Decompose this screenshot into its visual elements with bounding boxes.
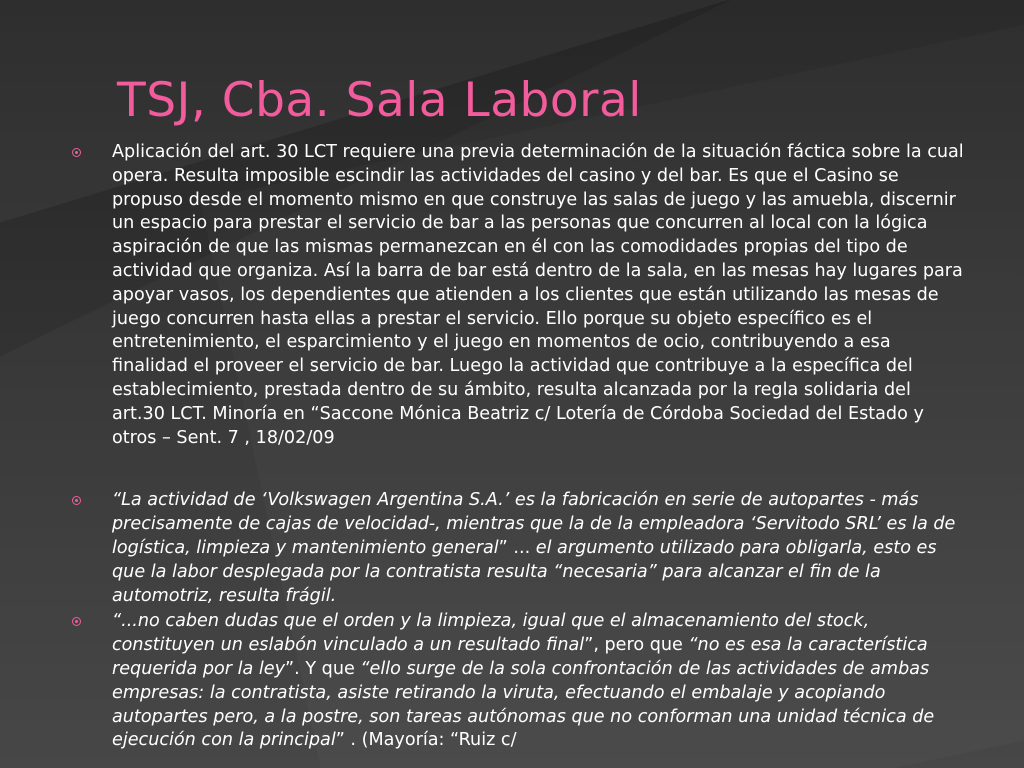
bullet-text [112, 141, 968, 450]
bullet-segment: ” . (Mayoría: “Ruiz c/ [335, 730, 517, 751]
bullet-segment: ” ... [498, 537, 536, 558]
bullet-segment: “ello surge de la sola confrontación de las actividades de ambas empresas: la contratista, asiste retirando la viruta, efectuando el embalaje y acopiando autopartes pero, a la postre, son tareas autónomas que no conforman una unidad técnica de ejecución con la principal [112, 658, 935, 751]
bullet-segment: “no es esa la característica requerida por la ley [112, 635, 928, 679]
bullet-item [68, 141, 968, 450]
bullet-ring-icon [72, 148, 81, 157]
bullet-text [112, 489, 968, 608]
bullet-segment: ”, pero que [584, 635, 689, 656]
bullet-ring-icon [72, 617, 81, 626]
bullet-segment: “...no caben dudas que el orden y la limpieza, igual que el almacenamiento del stock, constituyen un eslabón vinculado a un resultado final [112, 611, 870, 656]
bullet-segment: Aplicación del art. 30 LCT requiere una previa determinación de la situación fáctica sobre la cual opera. Resulta imposible escindir las actividades del casino y del bar. Es que el Casino se propuso desde el momento mismo en que construye las salas de juego y las amuebla, discernir un espacio para prestar el servicio de bar a las personas que concurren al local con la lógica aspiración de que las mismas permanezcan en él con las comodidades propias del tipo de actividad que organiza. Así la barra de bar está dentro de la sala, en las mesas hay lugares para apoyar vasos, los dependientes que atienden a los clientes que están utilizando las mesas de juego concurren hasta ellas a prestar el servicio. Ello porque su objeto específico es el entretenimiento, el esparcimiento y el juego en momentos de ocio, contribuyendo a esa finalidad el proveer el servicio de bar. Luego la actividad que contribuye a la específica del establecimiento, prestada dentro de su ámbito, resulta alcanzada por la regla solidaria del art.30 LCT. Minoría en “Saccone Mónica Beatriz c/ Lotería de Córdoba Sociedad del Estado y otros – Sent. 7 , 18/02/09 [112, 142, 964, 448]
bullet-segment: el argumento utilizado para obligarla, esto es que la labor desplegada por la contratista resulta “necesaria” para alcanzar el fin de la automotriz, resulta frágil. [112, 537, 937, 606]
bullet-item [68, 489, 968, 608]
bullet-ring-icon [72, 496, 81, 505]
slide-content [68, 141, 968, 753]
slide-title: TSJ, Cba. Sala Laboral [117, 73, 642, 128]
bullet-segment: “La actividad de ‘Volkswagen Argentina S.A.’ es la fabricación en serie de autopartes - más precisamente de cajas de velocidad-, mientras que la de la empleadora ‘Servitodo SRL’ es la de logística, limpieza y mantenimiento general [112, 490, 956, 558]
bullet-item [68, 610, 968, 753]
bullet-segment: ”. Y que [285, 658, 361, 679]
bullet-text [112, 610, 968, 753]
